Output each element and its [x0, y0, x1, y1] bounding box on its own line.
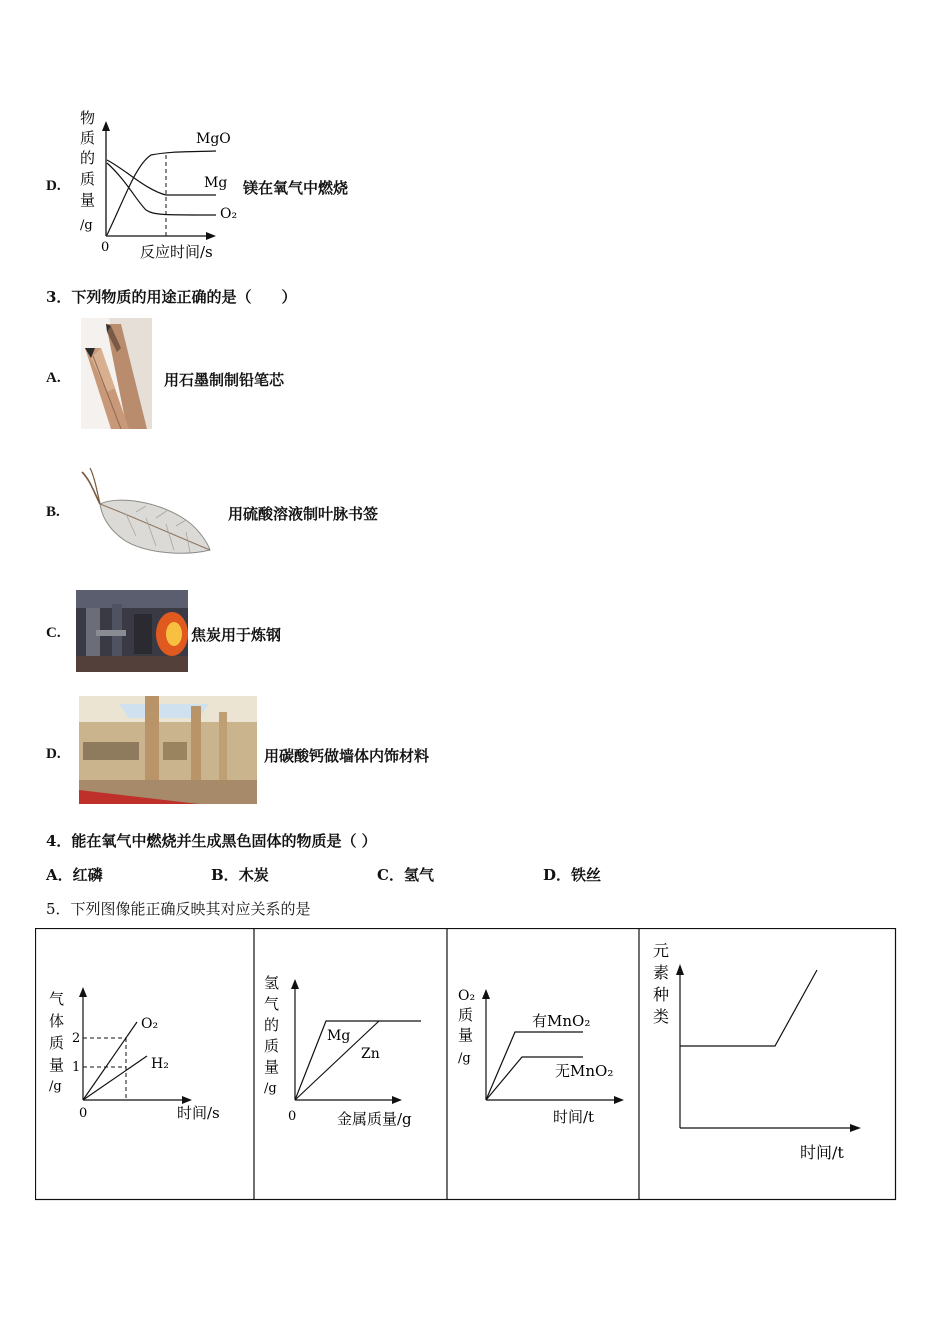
svg-text:0: 0: [288, 1109, 297, 1124]
svg-text:气: 气: [49, 990, 65, 1008]
svg-text:质: 质: [49, 1034, 65, 1052]
q5-panel-a: [49, 987, 220, 1122]
svg-text:O₂: O₂: [458, 988, 476, 1004]
svg-text:量: 量: [458, 1026, 474, 1044]
x-axis-arrow: [182, 1096, 192, 1104]
q5-panel-d: [653, 941, 861, 1162]
svg-text:无MnO₂: 无MnO₂: [555, 1062, 614, 1080]
q4-option-d: D．铁丝: [543, 866, 602, 884]
svg-text:时间/t: 时间/t: [553, 1108, 595, 1126]
svg-text:O₂: O₂: [141, 1016, 159, 1032]
y-unit: /g: [80, 218, 93, 233]
pencil-image: [81, 318, 152, 429]
y-label-char: 质: [80, 129, 96, 147]
svg-text:量: 量: [49, 1056, 65, 1074]
steel-mill-image: [76, 590, 188, 672]
y-axis-arrow: [482, 989, 490, 999]
q3-option-d-letter: D.: [46, 746, 61, 762]
q3-option-b-text: 用硫酸溶液制叶脉书签: [228, 505, 379, 523]
q4-option-c: C．氢气: [377, 866, 434, 884]
origin-label: 0: [101, 240, 110, 255]
svg-text:Mg: Mg: [327, 1028, 351, 1044]
svg-text:有MnO₂: 有MnO₂: [532, 1012, 591, 1030]
q3-option-d-text: 用碳酸钙做墙体内饰材料: [264, 747, 430, 765]
svg-text:体: 体: [49, 1012, 65, 1030]
series-h2: [83, 1056, 147, 1100]
y-axis-arrow: [291, 979, 299, 989]
svg-text:H₂: H₂: [151, 1056, 169, 1072]
y-label-char: 的: [80, 149, 96, 167]
svg-text:时间/t: 时间/t: [800, 1143, 844, 1162]
y-label-char: 物: [80, 109, 96, 127]
series-label-mg: Mg: [204, 175, 228, 191]
svg-text:气: 气: [264, 995, 280, 1013]
y-axis-arrow: [79, 987, 87, 997]
q5-panel-b: [264, 974, 421, 1128]
x-axis-arrow: [614, 1096, 624, 1104]
q4-stem: 4．能在氧气中燃烧并生成黑色固体的物质是（ ）: [46, 832, 377, 850]
y-label-char: 质: [80, 170, 96, 188]
q4-option-b: B．木炭: [211, 866, 269, 884]
x-label: 反应时间/s: [140, 243, 213, 261]
svg-text:素: 素: [653, 963, 670, 982]
q5-graph-table: [35, 928, 897, 1201]
q2-option-d-text: 镁在氧气中燃烧: [243, 179, 349, 197]
q3-option-b-letter: B.: [46, 504, 60, 520]
svg-text:/g: /g: [458, 1051, 471, 1066]
q5-panel-c: [458, 988, 624, 1126]
q3-option-c-letter: C.: [46, 625, 61, 641]
svg-text:金属质量/g: 金属质量/g: [337, 1110, 412, 1128]
svg-text:量: 量: [264, 1058, 280, 1076]
svg-text:氢: 氢: [264, 974, 280, 992]
y-axis-arrow: [676, 964, 684, 975]
svg-text:元: 元: [653, 941, 670, 960]
q3-option-a-text: 用石墨制制铅笔芯: [164, 371, 285, 389]
series-element-types: [680, 970, 817, 1046]
y-label-char: 量: [80, 191, 96, 209]
svg-text:种: 种: [653, 985, 670, 1004]
svg-text:类: 类: [653, 1007, 670, 1026]
svg-text:质: 质: [458, 1006, 474, 1024]
svg-text:质: 质: [264, 1037, 280, 1055]
series-label-mgo: MgO: [196, 131, 231, 147]
svg-text:1: 1: [72, 1060, 81, 1075]
q3-option-a-letter: A.: [46, 370, 61, 386]
q2-option-d-letter: D.: [46, 178, 61, 194]
svg-text:/g: /g: [49, 1079, 62, 1094]
x-axis-arrow: [206, 232, 216, 240]
series-label-o2: O₂: [220, 206, 238, 222]
q2-option-d-graph: [76, 105, 246, 265]
curve-mg: [107, 160, 216, 195]
svg-text:2: 2: [72, 1031, 81, 1046]
svg-text:/g: /g: [264, 1081, 277, 1096]
svg-text:时间/s: 时间/s: [177, 1104, 220, 1122]
leaf-image: [76, 466, 216, 566]
series-mg: [295, 1021, 421, 1100]
q3-stem: 3．下列物质的用途正确的是（ ）: [46, 288, 297, 306]
series-o2: [83, 1022, 137, 1100]
y-axis-arrow: [102, 121, 110, 131]
svg-text:0: 0: [79, 1106, 88, 1121]
hall-interior-image: [79, 696, 257, 804]
q4-option-a: A．红磷: [46, 866, 103, 884]
q3-option-c-text: 焦炭用于炼钢: [191, 626, 282, 644]
svg-text:Zn: Zn: [361, 1046, 380, 1062]
svg-text:的: 的: [264, 1016, 280, 1034]
q5-stem: 5．下列图像能正确反映其对应关系的是: [46, 900, 311, 918]
x-axis-arrow: [850, 1124, 861, 1132]
x-axis-arrow: [392, 1096, 402, 1104]
